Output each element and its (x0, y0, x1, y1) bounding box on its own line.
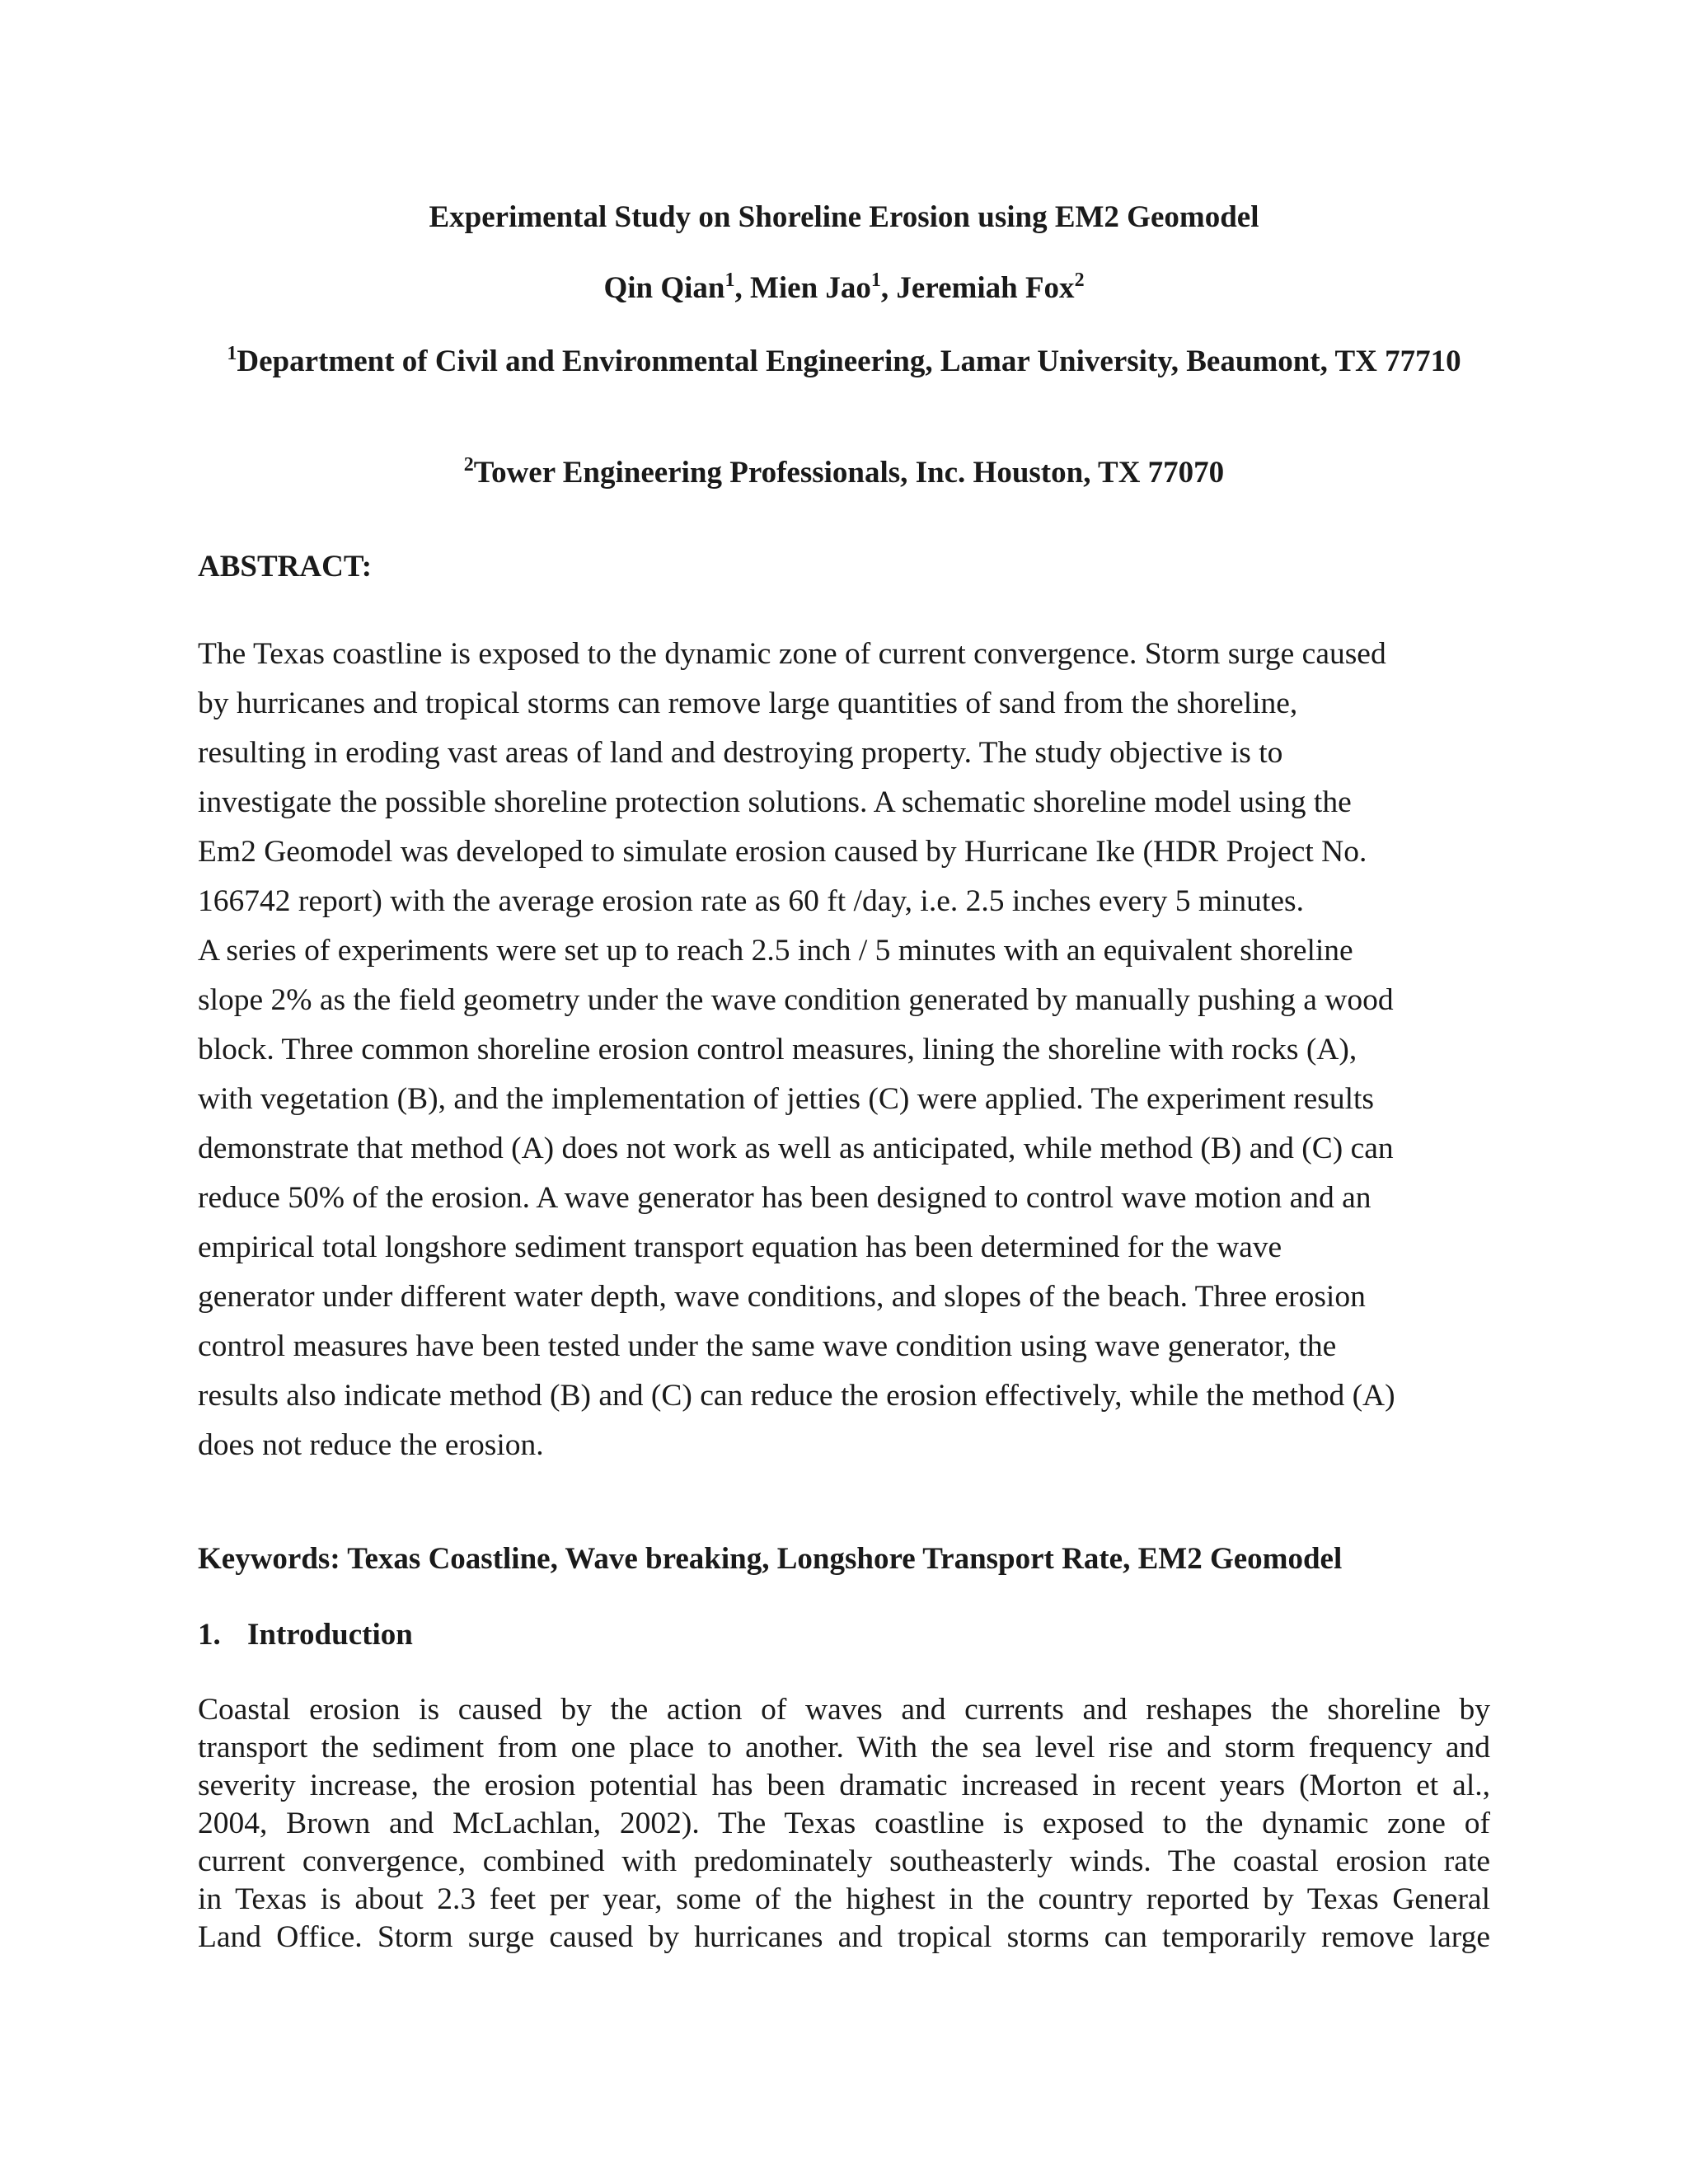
keywords: Keywords: Texas Coastline, Wave breaking, Longshore Transport Rate, EM2 Geomodel (198, 1542, 1343, 1576)
section-title: Introduction (247, 1618, 413, 1652)
intro-line: 2004, Brown and McLachlan, 2002). The Texas coastline is exposed to the dynamic zone of (198, 1807, 1490, 1840)
abstract-line: resulting in eroding vast areas of land and destroying property. The study objective is to (198, 736, 1283, 770)
intro-line: Coastal erosion is caused by the action of waves and currents and reshapes the shoreline by (198, 1693, 1490, 1727)
abstract-line: Em2 Geomodel was developed to simulate erosion caused by Hurricane Ike (HDR Project No. (198, 835, 1367, 869)
abstract-line: with vegetation (B), and the implementation of jetties (C) were applied. The experiment results (198, 1082, 1375, 1116)
abstract-line: The Texas coastline is exposed to the dynamic zone of current convergence. Storm surge caused (198, 637, 1386, 671)
abstract-line: demonstrate that method (A) does not work as well as anticipated, while method (B) and (C) can (198, 1132, 1394, 1165)
intro-line: Land Office. Storm surge caused by hurricanes and tropical storms can temporarily remove large (198, 1920, 1490, 1954)
author: Qin Qian$^1$, (603, 269, 750, 305)
affiliation-1: $^1$Department of Civil and Environmental Engineering, Lamar University, Beaumont, TX 77710 (227, 343, 1461, 378)
intro-line: in Texas is about 2.3 feet per year, some of the highest in the country reported by Texas General (198, 1882, 1490, 1916)
abstract-line: results also indicate method (B) and (C) can reduce the erosion effectively, while the method (A) (198, 1379, 1395, 1413)
intro-line: current convergence, combined with predominately southeasterly winds. The coastal erosion rate (198, 1844, 1490, 1878)
abstract-line: by hurricanes and tropical storms can remove large quantities of sand from the shoreline, (198, 687, 1298, 720)
abstract-heading: ABSTRACT: (198, 550, 373, 583)
introduction-body (198, 1691, 1490, 1957)
section-number: 1. (198, 1618, 221, 1652)
abstract-line: does not reduce the erosion. (198, 1428, 544, 1462)
abstract-line: block. Three common shoreline erosion control measures, lining the shoreline with rocks (A), (198, 1033, 1357, 1066)
author: Jeremiah Fox$^2$ (896, 269, 1085, 305)
abstract-line: empirical total longshore sediment transport equation has been determined for the wave (198, 1230, 1282, 1264)
abstract-line: control measures have been tested under the same wave condition using wave generator, the (198, 1329, 1337, 1363)
abstract-line: generator under different water depth, wave conditions, and slopes of the beach. Three erosion (198, 1280, 1366, 1314)
author: Mien Jao$^1$, (749, 269, 897, 305)
intro-line: severity increase, the erosion potential has been dramatic increased in recent years (Morton et al., (198, 1769, 1490, 1802)
paper-title: Experimental Study on Shoreline Erosion using EM2 Geomodel (429, 200, 1259, 234)
abstract-line: A series of experiments were set up to reach 2.5 inch / 5 minutes with an equivalent shoreline (198, 934, 1353, 968)
intro-line: transport the sediment from one place to another. With the sea level rise and storm frequency and (198, 1731, 1490, 1765)
affiliation-2: $^2$Tower Engineering Professionals, Inc. Houston, TX 77070 (463, 454, 1225, 490)
abstract-line: investigate the possible shoreline protection solutions. A schematic shoreline model using the (198, 785, 1352, 819)
author-list (198, 269, 1490, 308)
abstract-body (198, 630, 1490, 1470)
abstract-line: reduce 50% of the erosion. A wave generator has been designed to control wave motion and an (198, 1181, 1372, 1215)
section-heading-introduction (198, 1615, 413, 1655)
abstract-line: slope 2% as the field geometry under the wave condition generated by manually pushing a wood (198, 983, 1394, 1017)
abstract-line: 166742 report) with the average erosion rate as 60 ft /day, i.e. 2.5 inches every 5 minutes. (198, 884, 1304, 918)
